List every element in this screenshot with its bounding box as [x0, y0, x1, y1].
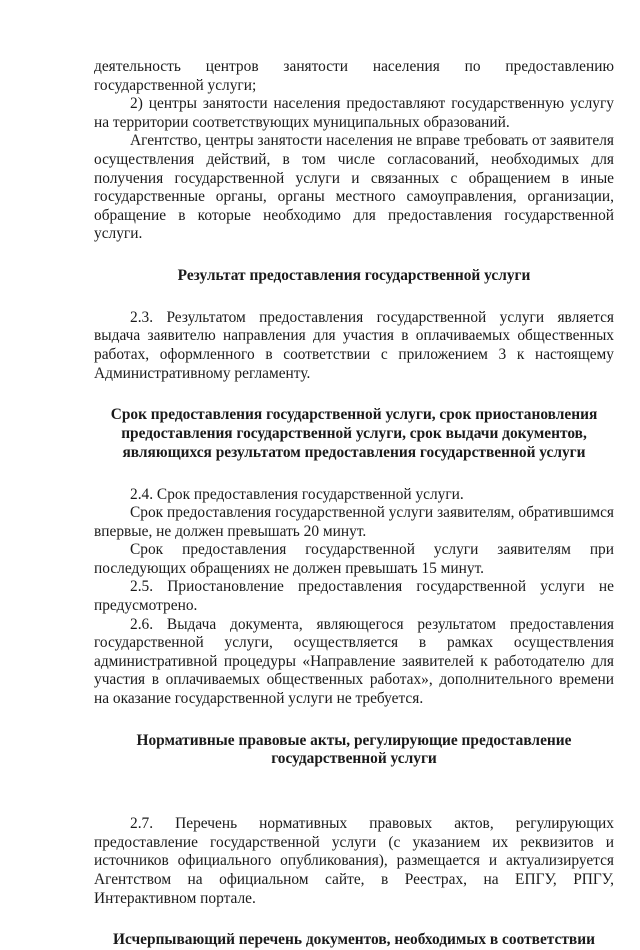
- section-heading-result: Результат предоставления государственной услуги: [177, 266, 531, 284]
- section-heading-documents: Исчерпывающий перечень документов, необходимых в соответствии: [113, 931, 595, 949]
- paragraph-2-3: 2.3. Результатом предоставления государственной услуги является выдача заявителю направления для участия в оплачиваемых общественных работах, оформленного в соответствии с приложением 3 к настоящему Административному регламенту.: [94, 308, 614, 382]
- paragraph-2-7: 2.7. Перечень нормативных правовых актов, регулирующих предоставление государственной услуги (с указанием их реквизитов и источников официального опубликования), размещается и актуализируется Агентством на официальном сайте, в Реестрах, на ЕПГУ, РПГУ, Интерактивном портале.: [94, 815, 614, 907]
- paragraph-2-4: 2.4. Срок предоставления государственной услуги.: [130, 485, 464, 503]
- paragraph-term-first: Срок предоставления государственной услуги заявителям, обратившимся впервые, не должен превышать 20 минут.: [94, 504, 614, 540]
- paragraph-2-6: 2.6. Выдача документа, являющегося результатом предоставления государственной услуги, осуществляется в рамках осуществления административной процедуры «Направление заявителей к работодателю для участия в оплачиваемых общественных работах», дополнительного времени на оказание государственной услуги не требуется.: [94, 615, 614, 708]
- paragraph-2-5: 2.5. Приостановление предоставления государственной услуги не предусмотрено.: [94, 578, 614, 615]
- section-heading-acts: Нормативные правовые акты, регулирующие предоставление государственной услуги: [136, 731, 572, 768]
- document-page: [94, 58, 614, 950]
- paragraph-item-2: 2) центры занятости населения предоставляют государственную услугу на территории соответствующих муниципальных образований.: [94, 95, 614, 131]
- section-heading-term: Срок предоставления государственной услуги, срок приостановления предоставления государственной услуги, срок выдачи документов, являющихся результатом предоставления государственной услуги: [110, 406, 598, 461]
- paragraph-term-subsequent: Срок предоставления государственной услуги заявителям при последующих обращениях не должен превышать 15 минут.: [94, 541, 614, 577]
- paragraph-continuation: деятельность центров занятости населения по предоставлению государственной услуги;: [94, 58, 614, 94]
- paragraph-agency-restriction: Агентство, центры занятости населения не вправе требовать от заявителя осуществления действий, в том числе согласований, необходимых для получения государственной услуги и связанных с обращением в иные государственные органы, органы местного самоуправления, организации, обращение в которые необходимо для предоставления государственной услуги.: [94, 132, 614, 243]
